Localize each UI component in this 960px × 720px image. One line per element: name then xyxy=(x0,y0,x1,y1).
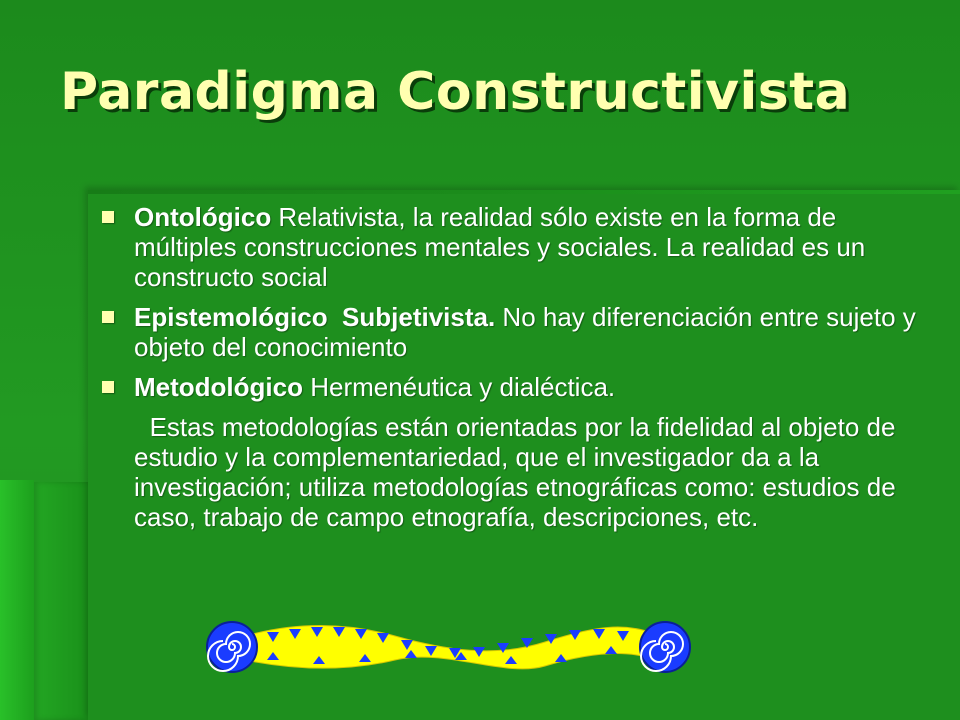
bullet-item-epistemologico xyxy=(100,302,920,362)
background-strip-left xyxy=(0,480,34,720)
ornament-wave-band xyxy=(245,626,655,669)
bullet-text: Hermenéutica y dialéctica. xyxy=(302,372,616,402)
background-panel-top-edge xyxy=(88,190,960,194)
ornament-spiral-right xyxy=(640,622,690,672)
bullet-keyword: Epistemológico Subjetivista. xyxy=(134,302,496,332)
wavy-spiral-ornament-icon xyxy=(205,620,695,674)
slide-title: Paradigma Constructivista xyxy=(60,62,851,122)
paragraph-text: Estas metodologías están orientadas por la fidelidad al objeto de estudio y la complementariedad, que el investigador da a la investigación; utiliza metodologías etnográficas como: estudios de caso, trabajo de campo etnografía, descripciones, etc. xyxy=(134,412,896,532)
square-bullet-icon xyxy=(102,311,114,323)
ornament-spiral-left xyxy=(207,622,257,672)
explanatory-paragraph xyxy=(100,412,920,532)
slide-content xyxy=(100,202,920,532)
bullet-item-ontologico xyxy=(100,202,920,292)
square-bullet-icon xyxy=(102,381,114,393)
bullet-keyword: Ontológico xyxy=(134,202,272,232)
background-panel-edge xyxy=(34,482,88,720)
bullet-text: Relativista, la realidad sólo existe en la forma de múltiples construcciones mentales y sociales. La realidad es un constructo social xyxy=(134,202,866,292)
square-bullet-icon xyxy=(102,211,114,223)
bullet-item-metodologico xyxy=(100,372,920,402)
bullet-text: No hay diferenciación entre sujeto y objeto del conocimiento xyxy=(134,302,916,362)
bullet-keyword: Metodológico xyxy=(134,372,303,402)
